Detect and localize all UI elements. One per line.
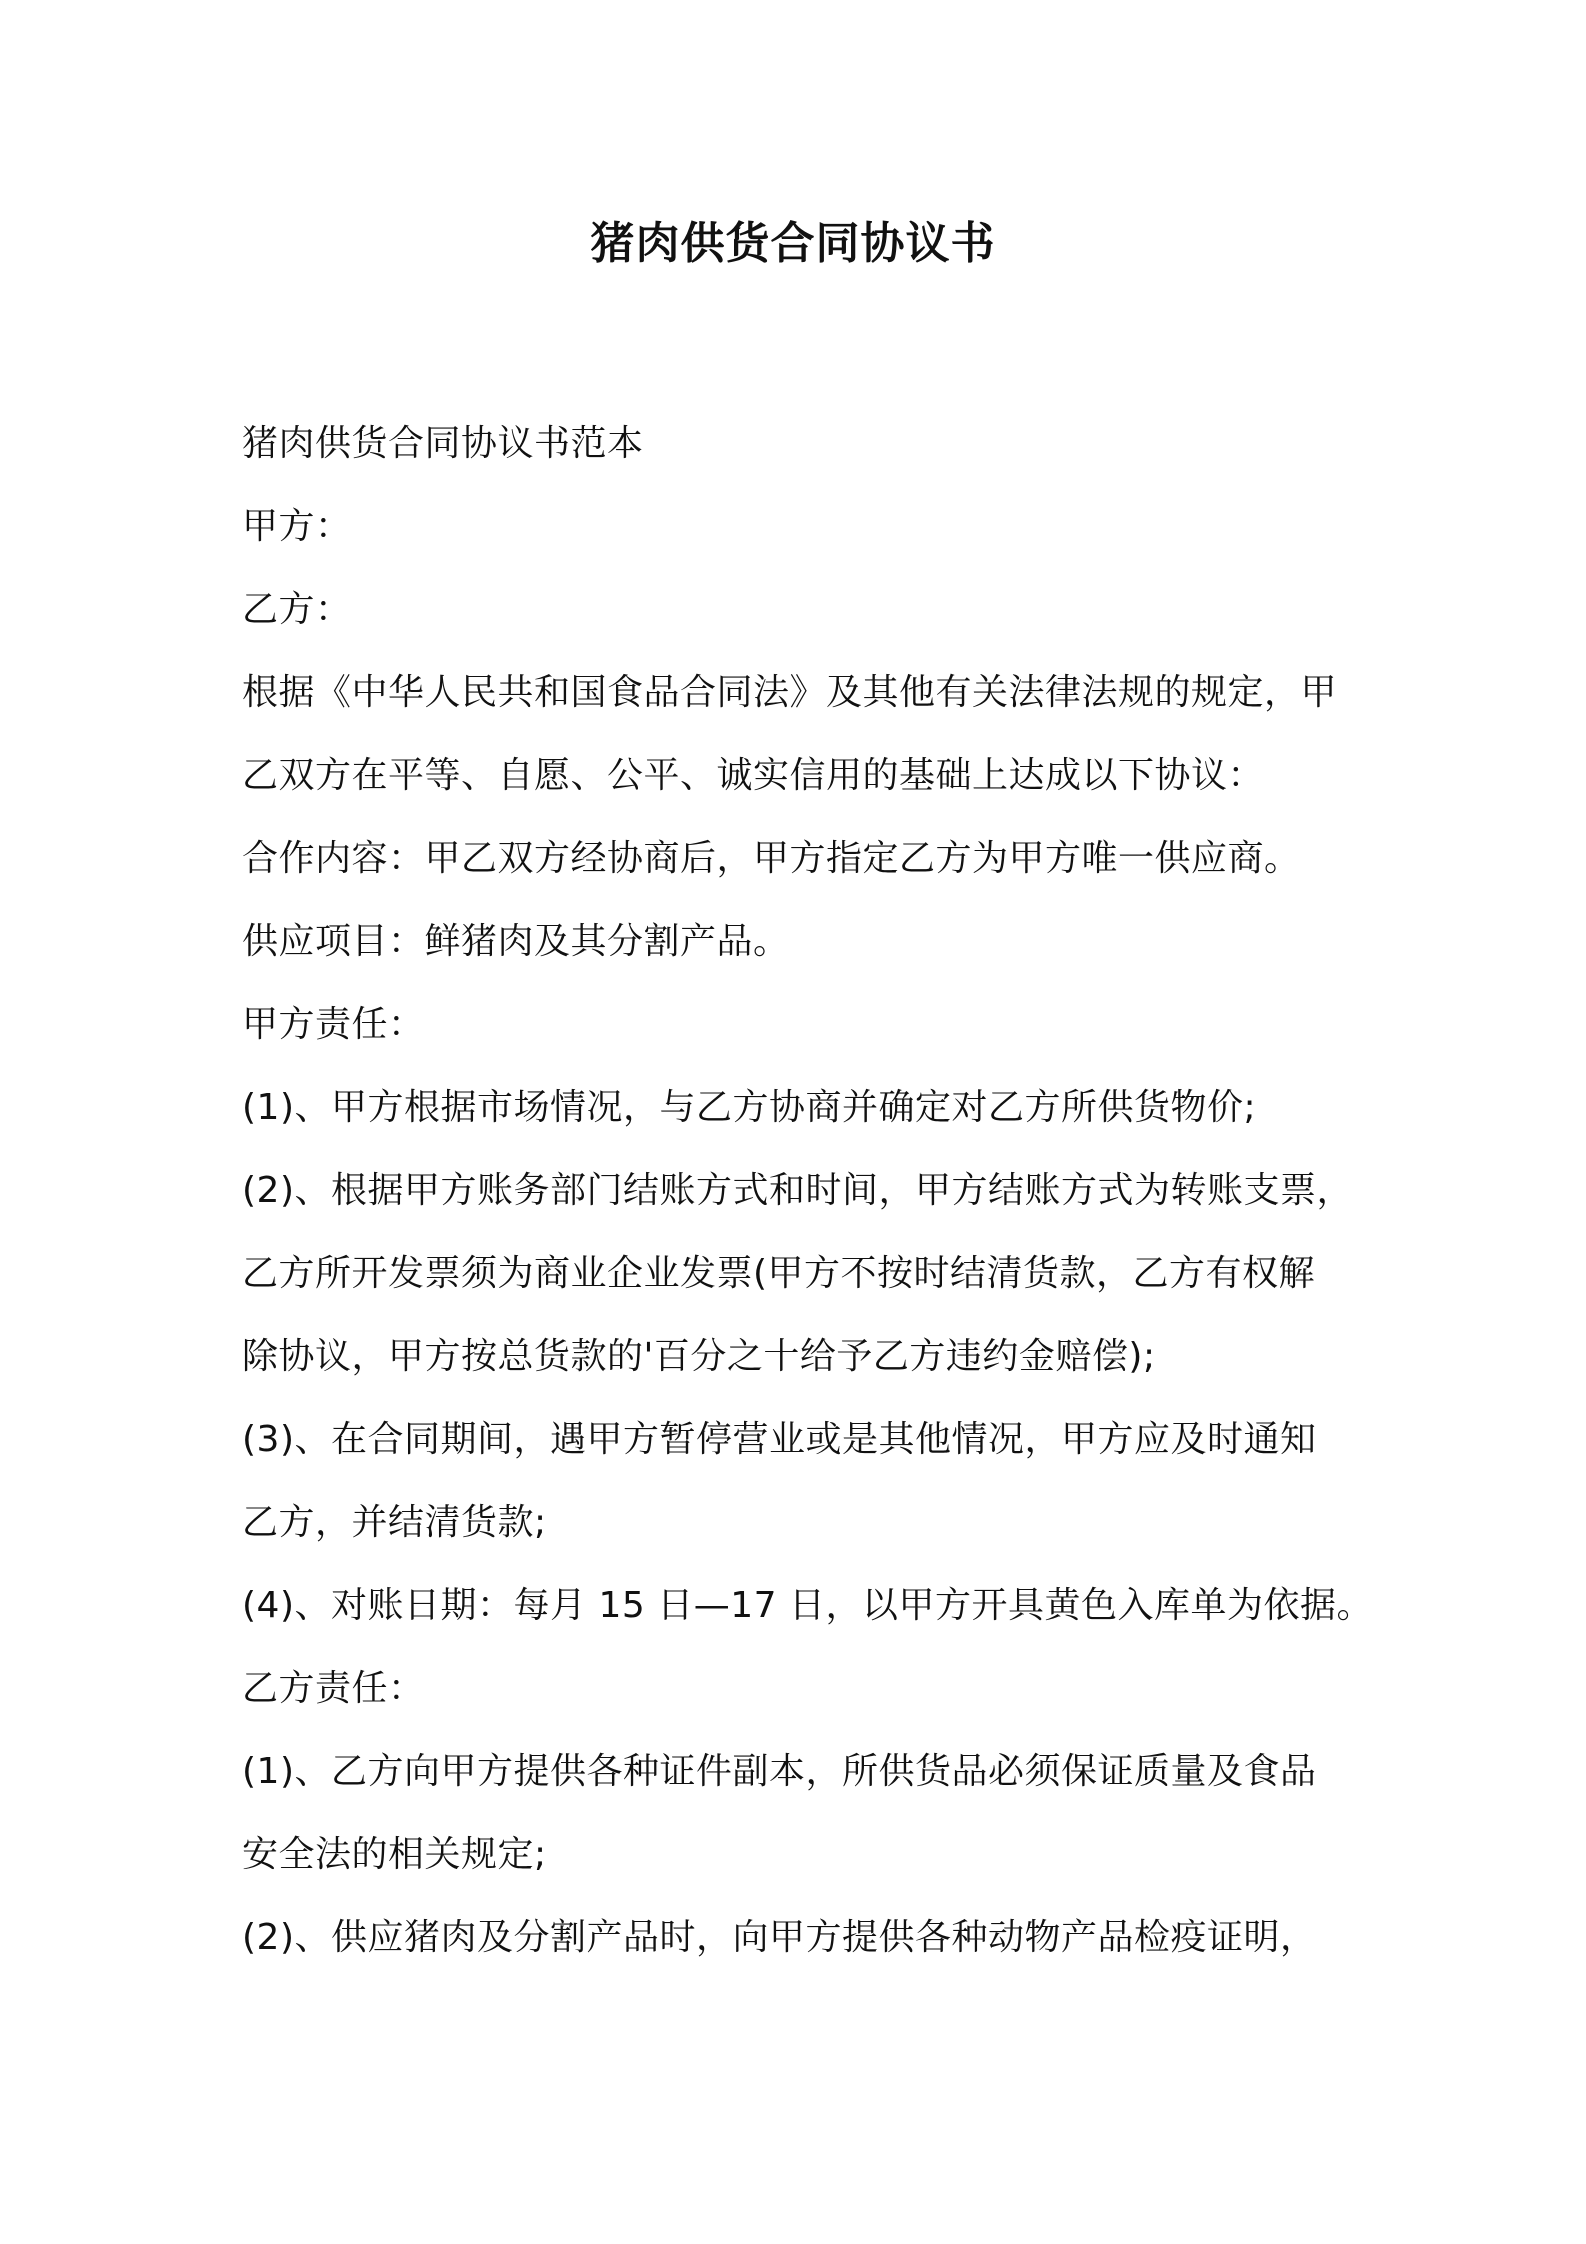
clause-line: (2)、根据甲方账务部门结账方式和时间，甲方结账方式为转账支票， [242,1170,1353,1211]
clause-line: (1)、甲方根据市场情况，与乙方协商并确定对乙方所供货物价; [242,1087,1257,1128]
clause-line: (3)、在合同期间，遇甲方暂停营业或是其他情况，甲方应及时通知 [242,1419,1317,1460]
cooperation-line: 合作内容：甲乙双方经协商后，甲方指定乙方为甲方唯一供应商。 [242,838,1301,879]
supply-items-line: 供应项目：鲜猪肉及其分割产品。 [242,921,790,962]
document-title: 猪肉供货合同协议书 [590,218,996,269]
party-a-duties-heading: 甲方责任： [242,1004,425,1045]
preamble-line: 根据《中华人民共和国食品合同法》及其他有关法律法规的规定，甲 [242,672,1338,713]
clause-line: (2)、供应猪肉及分割产品时，向甲方提供各种动物产品检疫证明， [242,1917,1317,1958]
party-b-duties-heading: 乙方责任： [242,1668,425,1709]
subtitle-line: 猪肉供货合同协议书范本 [242,423,644,464]
document-body [242,402,1373,1979]
clause-line: (1)、乙方向甲方提供各种证件副本，所供货品必须保证质量及食品 [242,1751,1317,1792]
party-b-line: 乙方： [242,589,352,630]
clause-line: 乙方所开发票须为商业企业发票(甲方不按时结清货款，乙方有权解 [242,1253,1316,1294]
clause-line: 安全法的相关规定; [242,1834,547,1875]
party-a-line: 甲方： [242,506,352,547]
clause-line: 乙方，并结清货款; [242,1502,547,1543]
preamble-line: 乙双方在平等、自愿、公平、诚实信用的基础上达成以下协议： [242,755,1265,796]
clause-line: 除协议，甲方按总货款的'百分之十给予乙方违约金赔偿); [242,1336,1156,1377]
clause-line: (4)、对账日期：每月 15 日—17 日，以甲方开具黄色入库单为依据。 [242,1585,1373,1626]
